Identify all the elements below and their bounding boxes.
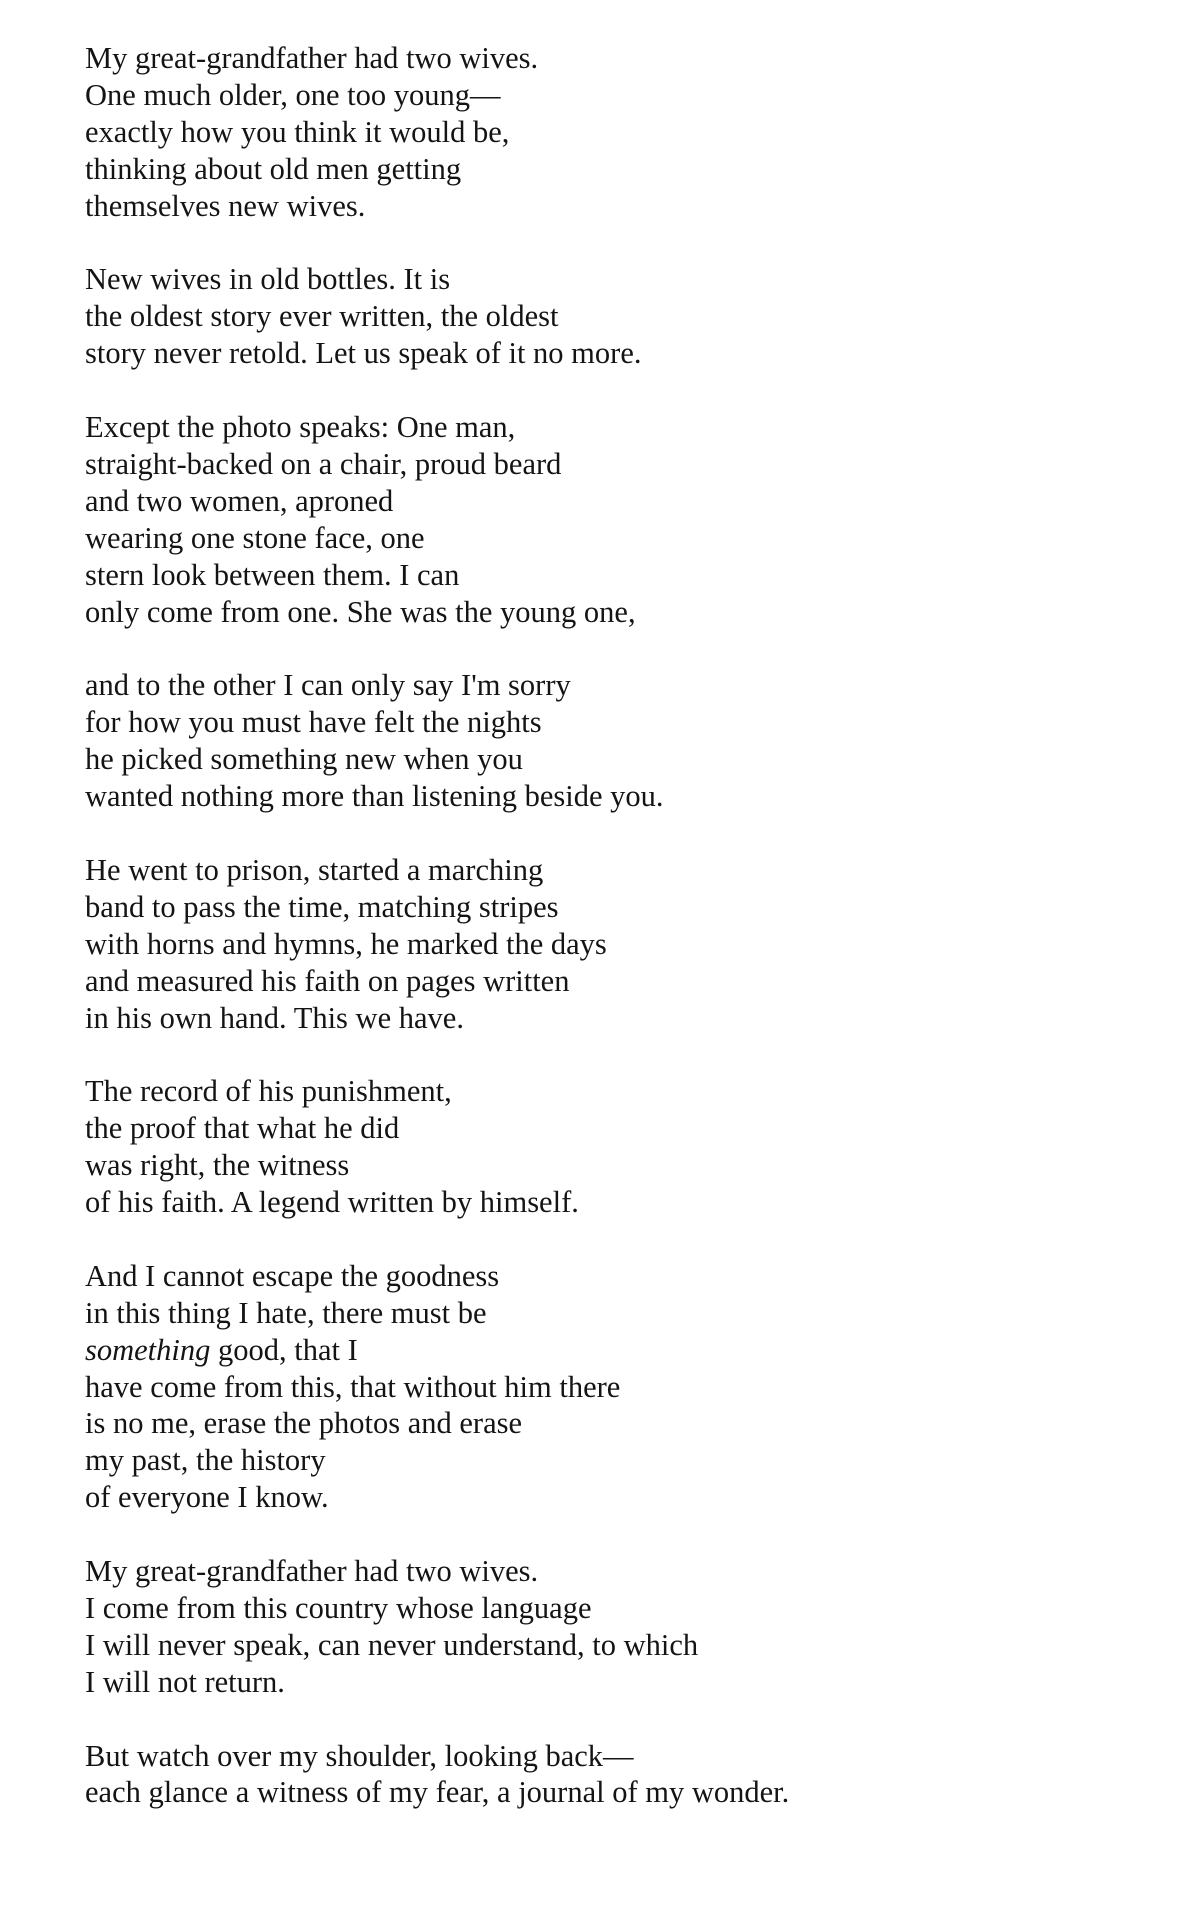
- poem-line: stern look between them. I can: [85, 557, 460, 592]
- poem-line: and to the other I can only say I'm sorry: [85, 668, 571, 703]
- poem-line: New wives in old bottles. It is: [85, 262, 451, 297]
- poem-line: my past, the history: [85, 1443, 326, 1478]
- poem-line: I will never speak, can never understand, to which: [85, 1627, 699, 1662]
- poem-line: themselves new wives.: [85, 188, 366, 223]
- stanza-8: [85, 1553, 1125, 1701]
- poem-line: the proof that what he did: [85, 1111, 400, 1146]
- poem-line: But watch over my shoulder, looking back—: [85, 1738, 634, 1773]
- poem-line: wearing one stone face, one: [85, 520, 425, 555]
- poem-line: thinking about old men getting: [85, 151, 462, 186]
- poem-line: story never retold. Let us speak of it no more.: [85, 336, 642, 371]
- stanza-6: [85, 1073, 1125, 1221]
- stanza-7: [85, 1258, 1125, 1516]
- stanza-3: [85, 409, 1125, 630]
- poem-line: each glance a witness of my fear, a journal of my wonder.: [85, 1775, 790, 1810]
- poem-line: of his faith. A legend written by himself.: [85, 1185, 579, 1220]
- poem-body: [85, 40, 1125, 1811]
- stanza-2: [85, 261, 1125, 372]
- poem-line: was right, the witness: [85, 1148, 350, 1183]
- poem-line: My great-grandfather had two wives.: [85, 1554, 539, 1589]
- poem-line: the oldest story ever written, the oldest: [85, 299, 559, 334]
- poem-line: I will not return.: [85, 1664, 285, 1699]
- poem-line: straight-backed on a chair, proud beard: [85, 446, 562, 481]
- poem-line: of everyone I know.: [85, 1480, 329, 1515]
- poem-line: wanted nothing more than listening beside you.: [85, 779, 664, 814]
- poem-line: he picked something new when you: [85, 742, 523, 777]
- poem-line: in his own hand. This we have.: [85, 1000, 464, 1035]
- poem-line-rest: good, that I: [210, 1332, 358, 1367]
- poem-line: is no me, erase the photos and erase: [85, 1406, 523, 1441]
- poem-line: for how you must have felt the nights: [85, 705, 542, 740]
- stanza-4: [85, 667, 1125, 815]
- poem-line: have come from this, that without him there: [85, 1369, 621, 1404]
- poem-line: One much older, one too young—: [85, 77, 501, 112]
- poem-line: My great-grandfather had two wives.: [85, 41, 539, 75]
- italic-emphasis: something: [85, 1332, 211, 1367]
- stanza-5: [85, 852, 1125, 1037]
- poem-line: And I cannot escape the goodness: [85, 1258, 500, 1293]
- stanza-9: [85, 1738, 1125, 1812]
- poem-line: and two women, aproned: [85, 483, 394, 518]
- poem-line: and measured his faith on pages written: [85, 963, 570, 998]
- poem-line: only come from one. She was the young one,: [85, 594, 636, 629]
- poem-line: with horns and hymns, he marked the days: [85, 926, 607, 961]
- poem-line: Except the photo speaks: One man,: [85, 410, 516, 445]
- poem-line: He went to prison, started a marching: [85, 852, 544, 887]
- poem-line: in this thing I hate, there must be: [85, 1295, 487, 1330]
- poem-line: The record of his punishment,: [85, 1074, 452, 1109]
- stanza-1: [85, 40, 1125, 225]
- poem-line: I come from this country whose language: [85, 1590, 592, 1625]
- poem-line: exactly how you think it would be,: [85, 114, 510, 149]
- poem-line-with-italic: [85, 1332, 1125, 1369]
- poem-line: band to pass the time, matching stripes: [85, 889, 559, 924]
